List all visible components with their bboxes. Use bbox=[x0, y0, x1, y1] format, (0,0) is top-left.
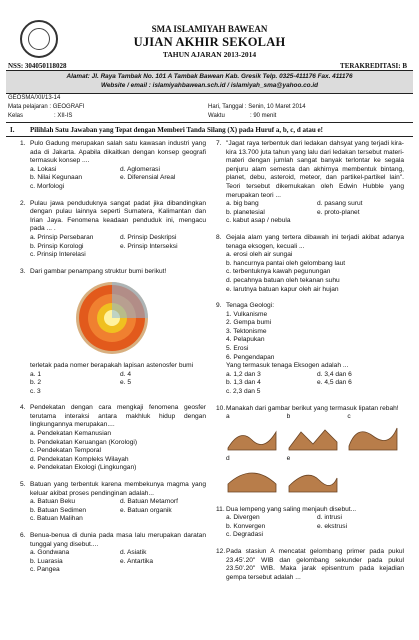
section-instruction: Pilihlah Satu Jawaban yang Tepat dengan Memberi Tanda Silang (X) pada Huruf a, b, c, d atau e! bbox=[30, 126, 323, 134]
question-number: 6. bbox=[20, 532, 26, 539]
question-text: Pulo Gadung merupakan salah satu kawasan industri yang ada di Jakarta. Apabila dikaitkan dengan konsep geografi termasuk konsep .... bbox=[30, 140, 206, 165]
answer-option[interactable]: e. larutnya batuan kapur oleh air hujan bbox=[226, 285, 339, 293]
list-item: 5. Erosi bbox=[226, 345, 249, 353]
answer-option[interactable]: d. Prinsip Deskripsi bbox=[120, 233, 177, 241]
answer-option[interactable]: a. big bang bbox=[226, 200, 259, 208]
fold-diagram bbox=[287, 464, 339, 494]
fold-option bbox=[287, 455, 344, 497]
questions-left-column bbox=[20, 140, 206, 583]
answer-option[interactable]: c. kabut asap / nebula bbox=[226, 217, 291, 225]
class-label: Kelas bbox=[8, 113, 24, 119]
question-text: Pulau jawa penduduknya sangat padat jika dibandingkan dengan pulau lainnya seperti Sumatera, Kalimantan dan Irian Jaya. Fenomena keadaan penduduk ini, mengacu pada ... . bbox=[30, 199, 206, 233]
answer-option[interactable]: d. Asiatik bbox=[120, 549, 147, 557]
list-item: 4. Pelapukan bbox=[226, 336, 265, 344]
answer-option[interactable]: b. hancurnya pantai oleh gelombang laut bbox=[226, 259, 346, 267]
list-item: 1. Vulkanisme bbox=[226, 310, 268, 318]
exam-code: GEOSMA/XII/13-14 bbox=[8, 95, 61, 101]
subject: Mata pelajaran : GEOGRAFI bbox=[8, 104, 85, 110]
question-text: Yang termasuk tenaga Eksogen adalah ... bbox=[226, 362, 349, 370]
answer-option[interactable]: b. Pendekatan Keruangan (Korologi) bbox=[30, 438, 138, 446]
list-item: 6. Pengendapan bbox=[226, 353, 275, 361]
answer-option[interactable]: b. 2 bbox=[30, 379, 41, 387]
fold-option bbox=[226, 455, 283, 497]
answer-option bbox=[120, 251, 206, 260]
section-number: I. bbox=[10, 126, 15, 134]
question-text: Tenaga Geologi: bbox=[226, 302, 275, 310]
question-item bbox=[216, 234, 404, 294]
question-item bbox=[20, 200, 206, 260]
answer-option[interactable]: b. Batuan Sedimen bbox=[30, 506, 87, 514]
question-text: Pada stasiun A mencatat gelombang primer pada pukul 23.45'.20" WIB dan gelombang sekunder pada pukul 23.50'.20" WIB. Maka jarak episentrum pada kejadian gempa tersebut adalah ... bbox=[226, 547, 404, 581]
fold-label: d bbox=[226, 455, 230, 463]
answer-options bbox=[30, 549, 206, 575]
answer-option[interactable]: a. Pendekatan Kemanusian bbox=[30, 430, 112, 438]
question-number: 12. bbox=[216, 547, 226, 555]
question-item bbox=[20, 532, 206, 575]
answer-option bbox=[317, 217, 404, 226]
answer-option[interactable]: c. terbentuknya kawah pegunungan bbox=[226, 268, 331, 276]
answer-option[interactable]: e. Pendekatan Ekologi (Lingkungan) bbox=[30, 464, 137, 472]
question-text: terletak pada nomer berapakah lapisan astenosfer bumi bbox=[30, 361, 194, 369]
fold-diagram bbox=[287, 422, 339, 452]
answer-option bbox=[317, 531, 404, 540]
answer-option[interactable]: d. Batuan Metamorf bbox=[120, 498, 178, 506]
answer-option[interactable]: d. Pendekatan Kompleks Wilayah bbox=[30, 455, 129, 463]
question-item bbox=[216, 140, 404, 226]
question-number: 11. bbox=[216, 505, 225, 513]
answer-options bbox=[30, 371, 206, 397]
answer-option[interactable]: d. pecahnya batuan oleh tekanan suhu bbox=[226, 276, 340, 284]
question-text: Dua lempeng yang saling menjauh disebut... bbox=[226, 505, 357, 513]
time-label: Waktu bbox=[208, 113, 225, 119]
answer-option[interactable]: e. Antartika bbox=[120, 557, 153, 565]
question-item bbox=[20, 481, 206, 524]
fold-label: c bbox=[347, 413, 351, 421]
answer-option[interactable]: c. 2,3 dan 5 bbox=[226, 388, 261, 396]
exam-date: Hari, Tanggal : Senin, 10 Maret 2014 bbox=[208, 104, 306, 110]
answer-option[interactable]: e. proto-planet bbox=[317, 208, 360, 216]
answer-option[interactable]: a. 1 bbox=[30, 370, 41, 378]
question-text: Dari gambar penampang struktur bumi berikut! bbox=[30, 267, 167, 275]
question-text: Manakah dari gambar berikut yang termasuk lipatan rebah! bbox=[226, 404, 399, 412]
question-number: 5. bbox=[20, 481, 26, 489]
answer-option bbox=[120, 566, 206, 575]
answer-option[interactable]: e. Diferensial Areal bbox=[120, 174, 176, 182]
answer-option[interactable]: a. Prinsip Persebaran bbox=[30, 233, 94, 241]
question-number: 4. bbox=[20, 404, 26, 412]
answer-option[interactable]: a. Divergen bbox=[226, 514, 260, 522]
question-item bbox=[20, 140, 206, 192]
answer-option[interactable]: c. Batuan Malihan bbox=[30, 515, 83, 523]
answer-option[interactable]: e. 5 bbox=[120, 379, 131, 387]
answer-option[interactable]: b. Konvergen bbox=[226, 522, 266, 530]
answer-option[interactable]: d. intrusi bbox=[317, 514, 342, 522]
answer-options bbox=[30, 234, 206, 260]
answer-option[interactable]: a. 1,2 dan 3 bbox=[226, 370, 261, 378]
school-name: SMA ISLAMIYAH BAWEAN bbox=[151, 24, 268, 34]
answer-options bbox=[226, 371, 404, 397]
answer-option[interactable]: e. Batuan organik bbox=[120, 506, 172, 514]
question-text: "Jagat raya terbentuk dari ledakan dahsyat yang terjadi kira-kira 13.700 juta tahun yang lalu dari ledakan tersebut materi-materi dengan jumlah sangat banyak terlontar ke segala penjuru alam semesta dan akhirnya membentuk bintang, planet, debu, asteroid, meteor, dan partikel-partikel lain". Teori tersebut dikemukakan oleh Edwin Hubble yang merupakan teori ... bbox=[226, 140, 404, 199]
fold-option bbox=[226, 413, 283, 455]
question-number: 9. bbox=[216, 302, 222, 310]
answer-option[interactable]: d. pasang surut bbox=[317, 200, 363, 208]
fold-option bbox=[287, 413, 344, 455]
question-text: Pendekatan dengan cara mengkaji fenomena geosfer terutama interaksi antara makhluk hidup dengan lingkungannya merupakan.... bbox=[30, 404, 206, 429]
address: Alamat: Jl. Raya Tambak No. 101 A Tambak Bawean Kab. Gresik Telp. 0325-411176 Fax. 411176 bbox=[66, 73, 353, 80]
answer-option[interactable]: c. Prinsip Interelasi bbox=[30, 251, 86, 259]
answer-option[interactable]: c. Pangea bbox=[30, 566, 60, 574]
website: Website / email : islamiyahbawean.sch.id / islamiyah_sma@yahoo.co.id bbox=[100, 82, 319, 89]
answer-option[interactable]: d. 4 bbox=[120, 370, 131, 378]
question-item bbox=[216, 548, 404, 582]
time-value: : 90 menit bbox=[250, 113, 277, 119]
answer-option[interactable]: b. planetesial bbox=[226, 208, 265, 216]
answer-options bbox=[30, 430, 206, 473]
question-text: Benua-benua di dunia pada masa lalu merupakan daratan tunggal yang disebut.... bbox=[30, 532, 206, 548]
answer-option[interactable]: b. Prinsip Korologi bbox=[30, 242, 84, 250]
figure bbox=[70, 280, 206, 358]
answer-option[interactable]: b. Luarasia bbox=[30, 557, 63, 565]
answer-option bbox=[120, 183, 206, 192]
answer-option[interactable]: c. 3 bbox=[30, 387, 41, 395]
list-item: 3. Tektonisme bbox=[226, 327, 267, 335]
fold-diagram bbox=[347, 422, 399, 452]
answer-option bbox=[120, 388, 206, 397]
question-number: 2. bbox=[20, 199, 26, 207]
class-value: : XII-IS bbox=[54, 113, 73, 119]
tenaga-list bbox=[226, 311, 404, 363]
fold-diagram bbox=[226, 464, 278, 494]
nss-number: NSS: 304050118028 bbox=[8, 62, 67, 70]
question-text: Batuan yang terbentuk karena membekunya magma yang keluar akibat proses pendinginan adalah... bbox=[30, 481, 206, 497]
divider bbox=[6, 136, 413, 137]
answer-option[interactable]: e. Prinsip Interseksi bbox=[120, 242, 178, 250]
question-number: 10. bbox=[216, 404, 226, 412]
divider bbox=[6, 122, 413, 123]
school-year: TAHUN AJARAN 2013-2014 bbox=[162, 50, 257, 59]
answer-option[interactable]: e. 4,5 dan 6 bbox=[317, 379, 352, 387]
answer-option[interactable]: a. erosi oleh air sungai bbox=[226, 251, 293, 259]
question-item bbox=[216, 405, 404, 498]
fold-option bbox=[347, 413, 404, 455]
questions-right-column bbox=[216, 140, 404, 590]
answer-option bbox=[120, 515, 206, 524]
question-number: 1. bbox=[20, 140, 26, 147]
address-bar bbox=[6, 70, 413, 94]
answer-option[interactable]: b. Nilai Kegunaan bbox=[30, 174, 83, 182]
answer-options bbox=[226, 200, 404, 226]
question-item bbox=[216, 506, 404, 540]
answer-option bbox=[317, 388, 404, 397]
fold-label: a bbox=[226, 413, 230, 421]
question-number: 8. bbox=[216, 233, 222, 241]
answer-option[interactable]: c. Pendekatan Temporal bbox=[30, 447, 101, 455]
earth-structure-diagram bbox=[70, 280, 154, 354]
answer-option[interactable]: a. Gondwana bbox=[30, 549, 70, 557]
question-text: Gejala alam yang tertera dibawah ini terjadi akibat adanya tenaga eksogen, kecuali ... bbox=[226, 233, 404, 250]
answer-option[interactable]: c. Degradasi bbox=[226, 531, 264, 539]
answer-option[interactable]: a. Batuan Beku bbox=[30, 498, 76, 506]
accreditation: TERAKREDITASI: B bbox=[340, 62, 407, 70]
fold-label: e bbox=[286, 455, 291, 463]
answer-option[interactable]: a. Lokasi bbox=[30, 165, 57, 173]
exam-title: UJIAN AKHIR SEKOLAH bbox=[133, 35, 286, 49]
fold-label: b bbox=[286, 413, 291, 421]
answer-option[interactable]: c. Morfologi bbox=[30, 182, 65, 190]
question-number: 3. bbox=[20, 267, 26, 275]
question-item bbox=[20, 268, 206, 397]
answer-option[interactable]: e. ekstrusi bbox=[317, 522, 348, 530]
answer-options bbox=[226, 251, 404, 294]
question-number: 7. bbox=[216, 140, 222, 147]
fold-diagrams bbox=[226, 413, 404, 497]
list-item: 2. Gempa bumi bbox=[226, 319, 272, 327]
fold-diagram bbox=[226, 422, 278, 452]
answer-options bbox=[30, 166, 206, 192]
question-item bbox=[216, 302, 404, 397]
question-item bbox=[20, 404, 206, 473]
answer-option[interactable]: b. 1,3 dan 4 bbox=[226, 379, 261, 387]
answer-option[interactable]: d. Aglomerasi bbox=[120, 165, 160, 173]
answer-options bbox=[226, 514, 404, 540]
answer-option[interactable]: d. 3,4 dan 6 bbox=[317, 370, 352, 378]
answer-options bbox=[30, 498, 206, 524]
